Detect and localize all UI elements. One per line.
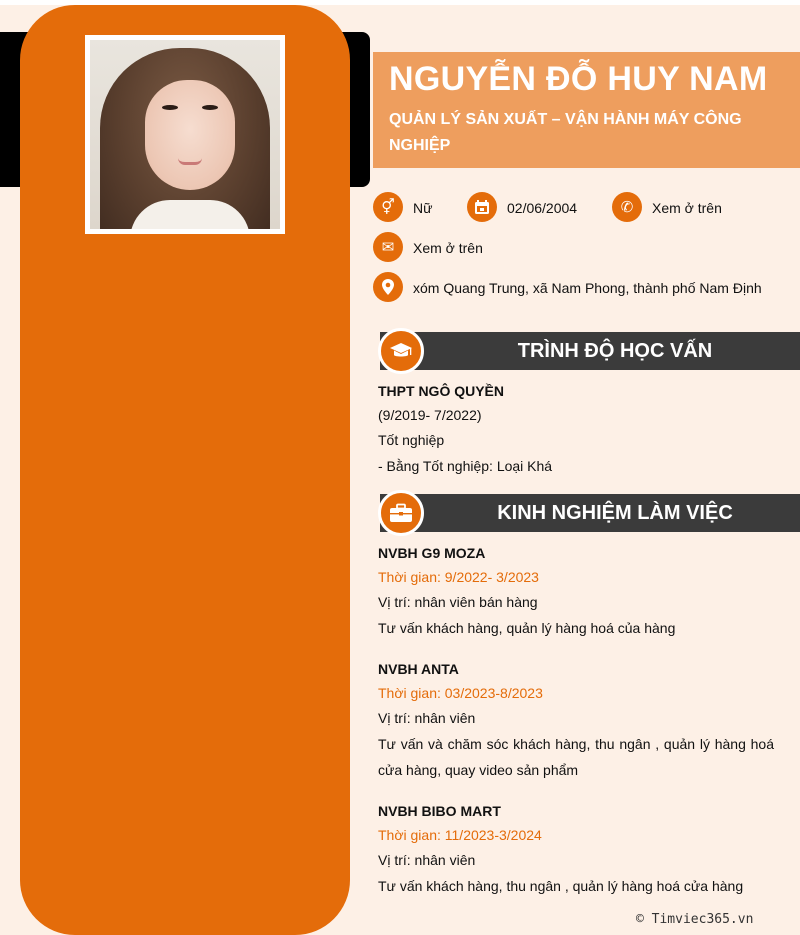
address-text: xóm Quang Trung, xã Nam Phong, thành phố Nam Định <box>413 280 762 296</box>
job-position: Vị trí: nhân viên <box>378 852 476 868</box>
email-icon: ✉ <box>373 232 403 262</box>
school-detail: - Bằng Tốt nghiệp: Loại Khá <box>378 458 553 474</box>
experience-title: KINH NGHIỆM LÀM VIỆC <box>497 502 733 524</box>
job-description: Tư vấn khách hàng, quản lý hàng hoá của hàng <box>378 620 676 636</box>
job-time: Thời gian: 03/2023-8/2023 <box>378 685 543 701</box>
header-box <box>373 52 800 168</box>
briefcase-icon <box>378 490 424 536</box>
school-name: THPT NGÔ QUYỀN <box>378 383 505 399</box>
job-description: Tư vấn và chăm sóc khách hàng, thu ngân , quản lý hàng hoá cửa hàng, quay video sản phẩm <box>378 736 774 778</box>
school-period: (9/2019- 7/2022) <box>378 407 482 423</box>
gender-text: Nữ <box>413 200 433 216</box>
email-text: Xem ở trên <box>413 240 483 256</box>
job-position: Vị trí: nhân viên <box>378 710 476 726</box>
footer-watermark[interactable]: © Timviec365.vn <box>636 912 754 927</box>
job-company: NVBH ANTA <box>378 661 459 677</box>
gender-icon: ⚥ <box>373 192 403 222</box>
candidate-role: QUẢN LÝ SẢN XUẤT – VẬN HÀNH MÁY CÔNG NGHIỆP <box>389 111 742 154</box>
education-header <box>380 332 800 370</box>
calendar-icon <box>467 192 497 222</box>
phone-icon: ✆ <box>612 192 642 222</box>
avatar-photo <box>85 35 285 234</box>
job-company: NVBH G9 MOZA <box>378 545 486 561</box>
school-status: Tốt nghiệp <box>378 432 445 448</box>
location-icon <box>373 272 403 302</box>
job-position: Vị trí: nhân viên bán hàng <box>378 594 538 610</box>
candidate-name: NGUYỄN ĐỖ HUY NAM <box>389 60 768 98</box>
experience-header <box>380 494 800 532</box>
phone-text: Xem ở trên <box>652 200 722 216</box>
job-description: Tư vấn khách hàng, thu ngân , quản lý hàng hoá cửa hàng <box>378 878 744 894</box>
job-time: Thời gian: 11/2023-3/2024 <box>378 827 542 843</box>
job-time: Thời gian: 9/2022- 3/2023 <box>378 569 539 585</box>
graduation-cap-icon <box>378 328 424 374</box>
job-company: NVBH BIBO MART <box>378 803 501 819</box>
education-title: TRÌNH ĐỘ HỌC VẤN <box>517 340 713 362</box>
birthday-text: 02/06/2004 <box>507 200 578 216</box>
